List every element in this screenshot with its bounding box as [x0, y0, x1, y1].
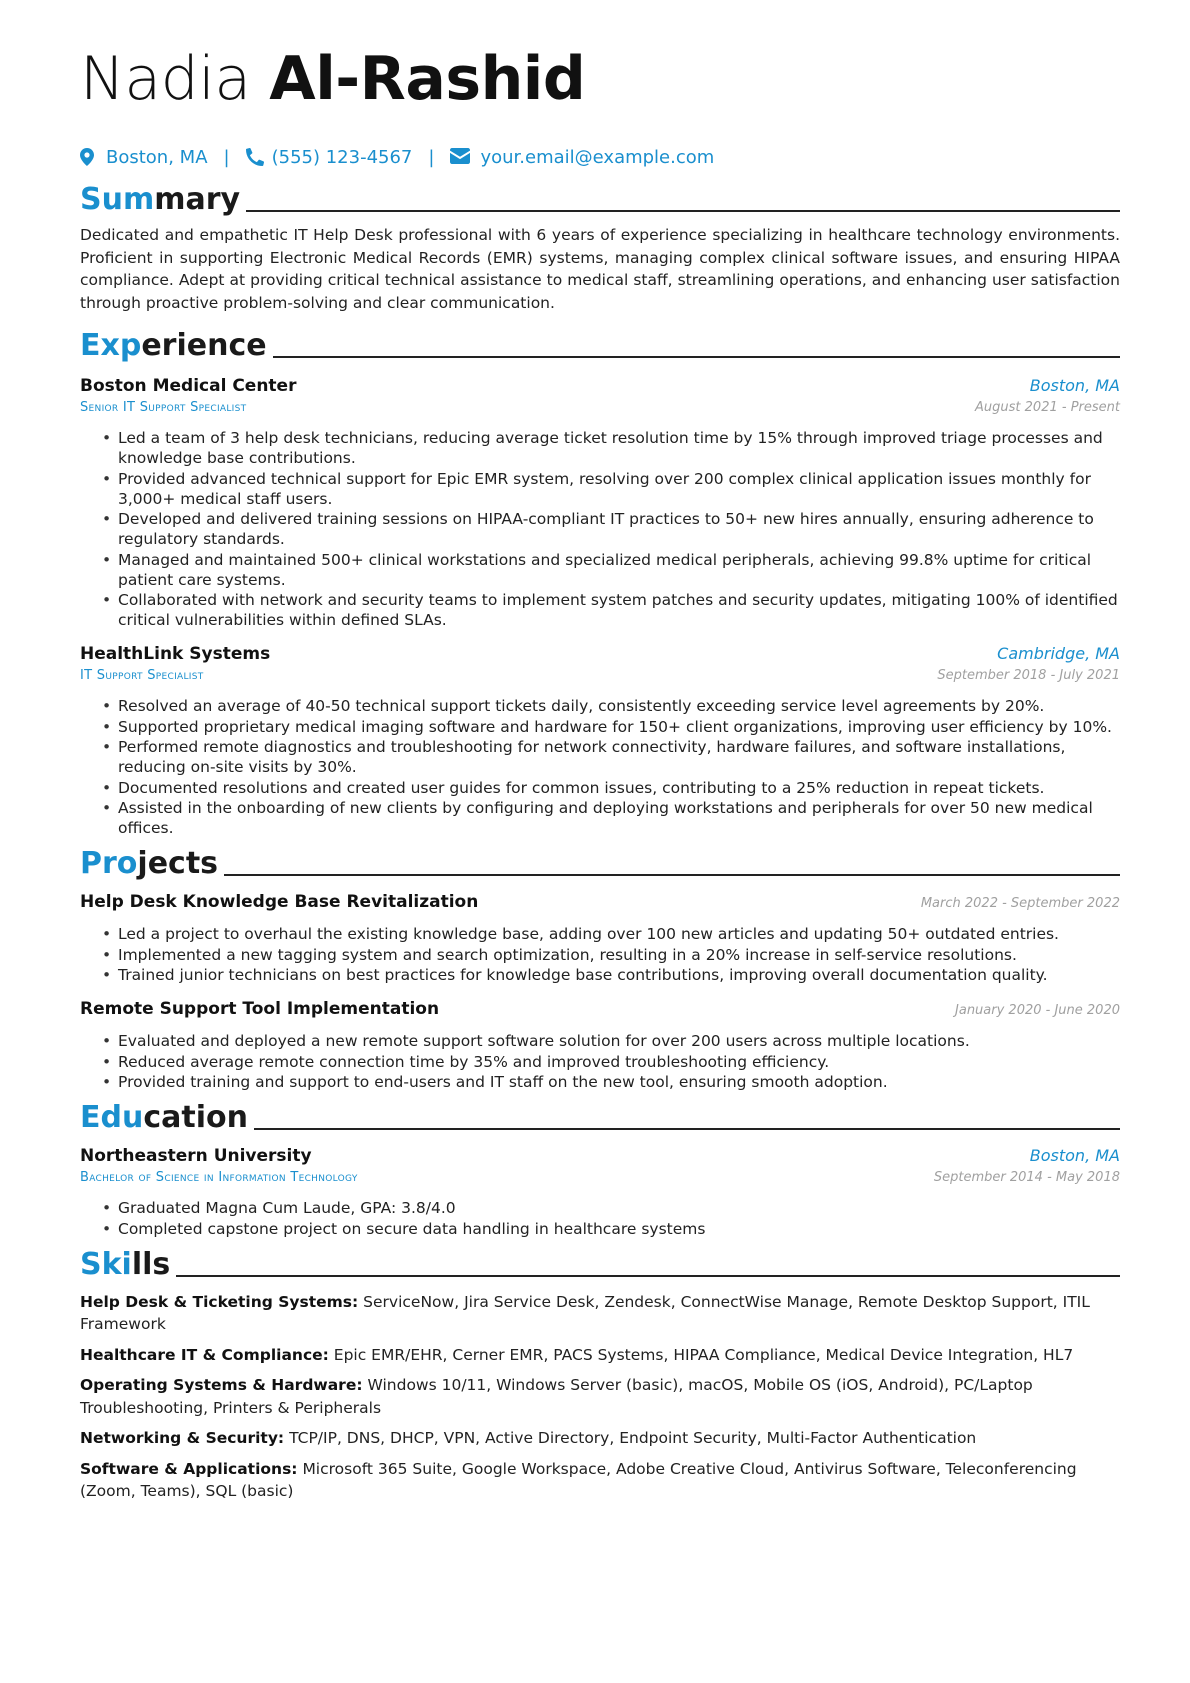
list-item: • Implemented a new tagging system and search optimization, resulting in a 20% increase in self-service resolutions. [118, 945, 1120, 965]
list-item: • Provided training and support to end-users and IT staff on the new tool, ensuring smooth adoption. [118, 1072, 1120, 1092]
list-item: • Performed remote diagnostics and troubleshooting for network connectivity, hardware failures, and software installations, reducing on-site visits by 30%. [118, 737, 1120, 777]
skill-values: Epic EMR/EHR, Cerner EMR, PACS Systems, HIPAA Compliance, Medical Device Integration, HL7 [333, 1345, 1074, 1364]
job-dates: August 2021 - Present [975, 400, 1120, 415]
skill-values: Microsoft 365 Suite, Google Workspace, Adobe Creative Cloud, Antivirus Software, Teleconferencing (Zoom, Teams), SQL (basic) [80, 1459, 1077, 1500]
list-item: • Completed capstone project on secure data handling in healthcare systems [118, 1219, 1120, 1239]
list-item: • Evaluated and deployed a new remote support software solution for over 200 users across multiple locations. [118, 1031, 1120, 1051]
project-name: Remote Support Tool Implementation [80, 999, 440, 1019]
skill-row [80, 1427, 1120, 1450]
envelope-icon [450, 148, 470, 166]
employer-location: Cambridge, MA [997, 644, 1120, 663]
project-dates: January 2020 - June 2020 [955, 1003, 1120, 1018]
section-title: Experience [80, 328, 267, 363]
map-marker-icon [80, 148, 96, 166]
list-item: • Led a project to overhaul the existing knowledge base, adding over 100 new articles and updating 50+ outdated entries. [118, 924, 1120, 944]
skills-list [80, 1291, 1120, 1503]
project-entry [80, 997, 1120, 1092]
list-item: • Led a team of 3 help desk technicians, reducing average ticket resolution time by 15% through improved triage processes and knowledge base contributions. [118, 428, 1120, 468]
skill-row [80, 1291, 1120, 1336]
school-location: Boston, MA [1029, 1146, 1120, 1165]
projects-heading [80, 842, 1120, 882]
experience-entry [80, 642, 1120, 838]
location-text: Boston, MA [106, 146, 208, 168]
skills-heading [80, 1243, 1120, 1283]
section-title: Projects [80, 846, 219, 881]
list-item: • Developed and delivered training sessions on HIPAA-compliant IT practices to 50+ new hires annually, ensuring adherence to regulatory standards. [118, 509, 1120, 549]
skill-row [80, 1458, 1120, 1503]
skill-category: Healthcare IT & Compliance: [80, 1345, 329, 1364]
section-title: Education [80, 1100, 248, 1135]
section-rule [273, 356, 1120, 358]
skill-values: Windows 10/11, Windows Server (basic), macOS, Mobile OS (iOS, Android), PC/Laptop Troubleshooting, Printers & Peripherals [80, 1376, 1033, 1417]
section-rule [176, 1275, 1120, 1277]
skill-category: Help Desk & Ticketing Systems: [80, 1292, 359, 1311]
skill-category: Networking & Security: [80, 1429, 285, 1447]
list-item: • Reduced average remote connection time by 35% and improved troubleshooting efficiency. [118, 1052, 1120, 1072]
employer-name: Boston Medical Center [80, 376, 297, 396]
summary-text: Dedicated and empathetic IT Help Desk professional with 6 years of experience specializing in healthcare technology environments. Proficient in supporting Electronic Medical Records (EMR) systems, managing complex clinical software issues, and ensuring HIPAA compliance. Adept at providing critical technical assistance to medical staff, streamlining operations, and enhancing user satisfaction through proactive problem-solving and clear communication. [80, 226, 1120, 312]
skill-values: TCP/IP, DNS, DHCP, VPN, Active Directory, Endpoint Security, Multi-Factor Authentication [289, 1429, 977, 1447]
degree-title: Bachelor of Science in Information Technology [80, 1170, 358, 1185]
email-link[interactable]: your.email@example.com [480, 146, 715, 168]
candidate-name [80, 38, 1120, 120]
list-item: • Assisted in the onboarding of new clients by configuring and deploying workstations and peripherals for over 50 new medical offices. [118, 798, 1120, 838]
section-rule [254, 1128, 1120, 1130]
project-name: Help Desk Knowledge Base Revitalization [80, 892, 479, 912]
experience-entry [80, 374, 1120, 630]
phone-icon [246, 148, 262, 166]
employer-name: HealthLink Systems [80, 644, 271, 664]
achievement-list [80, 696, 1120, 838]
education-heading [80, 1096, 1120, 1136]
skill-category: Software & Applications: [80, 1459, 298, 1478]
section-rule [224, 874, 1120, 876]
section-title: Summary [80, 182, 241, 217]
contact-line [80, 140, 1120, 174]
school-name: Northeastern University [80, 1146, 312, 1166]
list-item: • Collaborated with network and security teams to implement system patches and security updates, mitigating 100% of identified critical vulnerabilities within defined SLAs. [118, 590, 1120, 630]
skill-row [80, 1374, 1120, 1419]
resume-page [80, 38, 1120, 1511]
achievement-list [80, 924, 1120, 985]
list-item: • Documented resolutions and created user guides for common issues, contributing to a 25% reduction in repeat tickets. [118, 778, 1120, 798]
contact-separator: | [223, 146, 230, 168]
section-title: Skills [80, 1246, 171, 1282]
list-item: • Resolved an average of 40-50 technical support tickets daily, consistently exceeding service level agreements by 20%. [118, 696, 1120, 716]
contact-separator: | [428, 146, 435, 168]
employer-location: Boston, MA [1029, 376, 1120, 395]
summary-heading [80, 178, 1120, 218]
job-title: Senior IT Support Specialist [80, 400, 247, 415]
first-name: Nadia [80, 44, 251, 114]
list-item: • Supported proprietary medical imaging software and hardware for 150+ client organizations, improving user efficiency by 10%. [118, 717, 1120, 737]
list-item: • Provided advanced technical support for Epic EMR system, resolving over 200 complex clinical application issues monthly for 3,000+ medical staff users. [118, 469, 1120, 509]
phone-text: (555) 123-4567 [271, 146, 413, 168]
list-item: • Graduated Magna Cum Laude, GPA: 3.8/4.0 [118, 1198, 1120, 1218]
achievement-list [80, 428, 1120, 630]
last-name: Al-Rashid [269, 44, 586, 114]
experience-heading [80, 324, 1120, 364]
achievement-list [80, 1198, 1120, 1239]
job-dates: September 2018 - July 2021 [937, 668, 1120, 683]
job-title: IT Support Specialist [80, 668, 204, 683]
skill-values: ServiceNow, Jira Service Desk, Zendesk, ConnectWise Manage, Remote Desktop Support, ITIL Framework [80, 1292, 1090, 1333]
list-item: • Managed and maintained 500+ clinical workstations and specialized medical peripherals, achieving 99.8% uptime for critical patient care systems. [118, 550, 1120, 590]
education-dates: September 2014 - May 2018 [933, 1170, 1120, 1185]
list-item: • Trained junior technicians on best practices for knowledge base contributions, improving overall documentation quality. [118, 965, 1120, 985]
project-entry [80, 890, 1120, 985]
skill-row [80, 1344, 1120, 1367]
section-rule [246, 210, 1120, 212]
education-entry [80, 1144, 1120, 1239]
achievement-list [80, 1031, 1120, 1092]
project-dates: March 2022 - September 2022 [920, 896, 1120, 911]
skill-category: Operating Systems & Hardware: [80, 1376, 363, 1394]
